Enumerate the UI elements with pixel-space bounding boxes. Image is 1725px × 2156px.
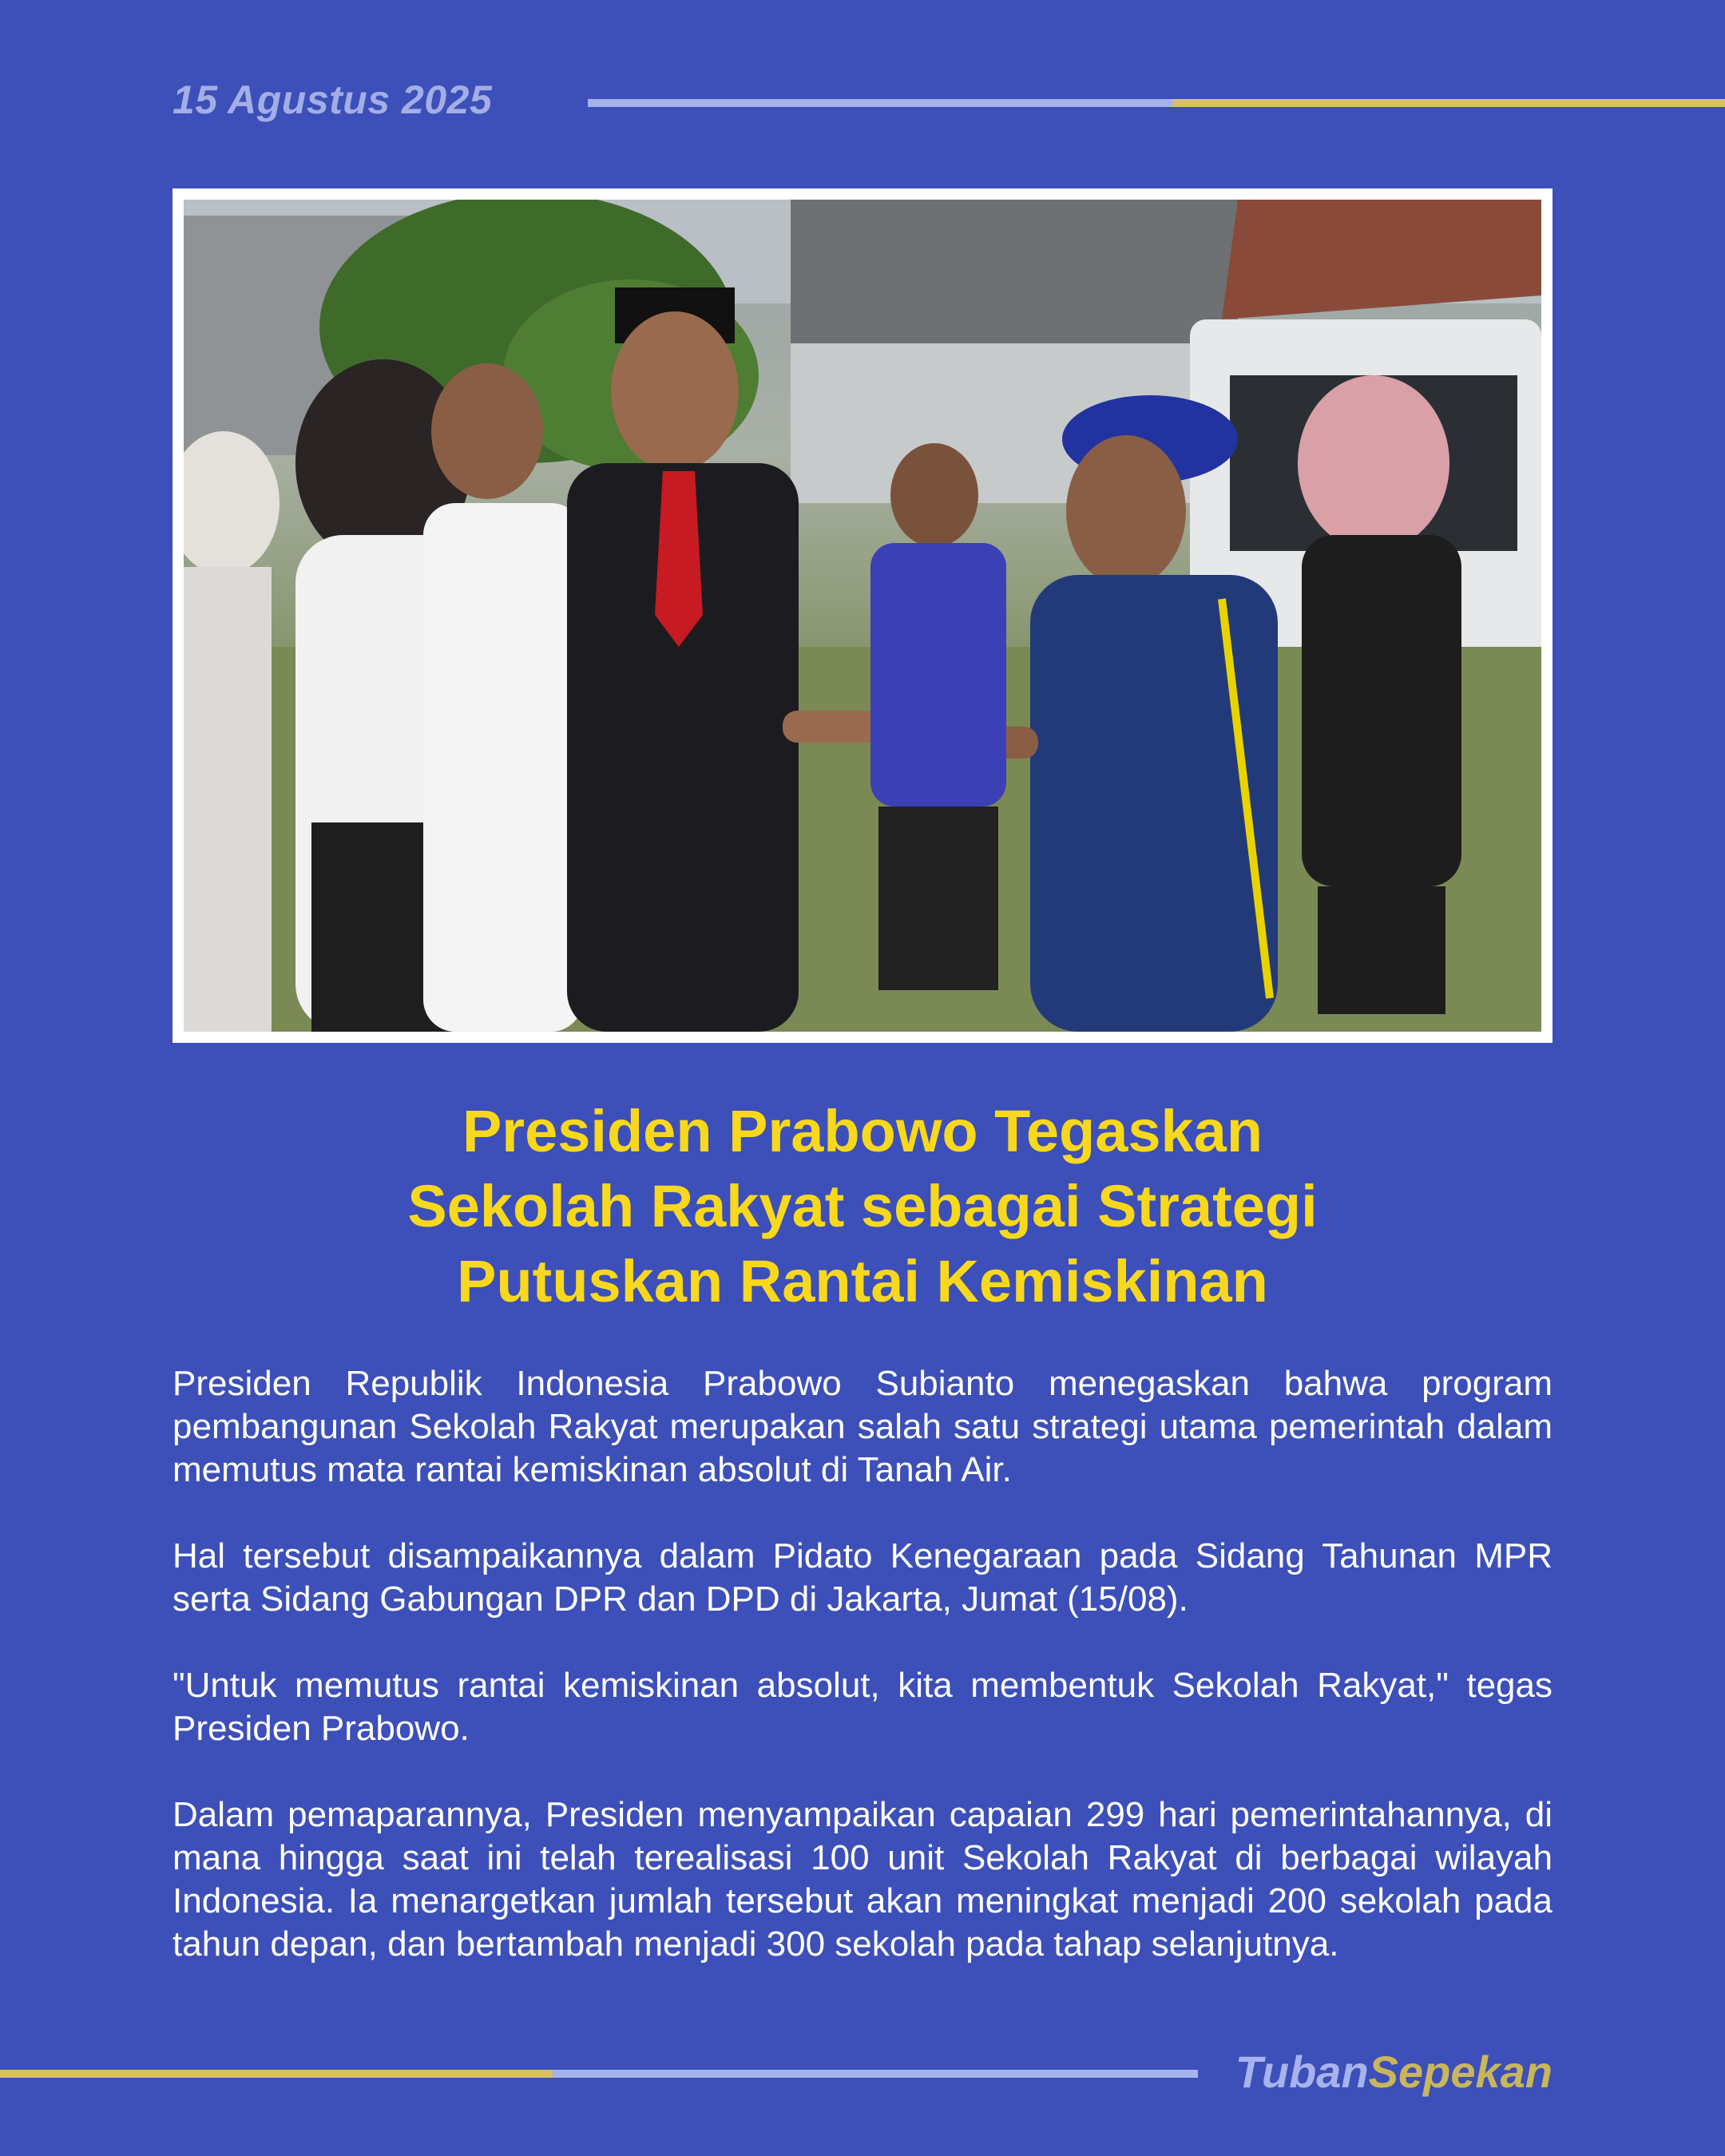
footer-divider-lavender [553, 2070, 1198, 2078]
news-photo-illustration [184, 200, 1541, 1032]
brand-logo [1235, 2046, 1552, 2098]
article-paragraph-2: Hal tersebut disampaikannya dalam Pidato Kenegaraan pada Sidang Tahunan MPR serta Sidang Gabungan DPR dan DPD di Jakarta, Jumat (15/08). [172, 1536, 1552, 1619]
article-title-line-1: Presiden Prabowo Tegaskan [462, 1098, 1263, 1164]
article-title [172, 1094, 1552, 1319]
header-divider [588, 99, 1725, 107]
article-title-line-2: Sekolah Rakyat sebagai Strategi [407, 1173, 1318, 1239]
footer-divider-gold [0, 2070, 553, 2078]
publish-date: 15 Agustus 2025 [172, 77, 493, 122]
news-photo-frame [172, 188, 1552, 1043]
article-body [172, 1362, 1552, 2009]
article-paragraph-3: "Untuk memutus rantai kemiskinan absolut, kita membentuk Sekolah Rakyat," tegas Presiden Prabowo. [172, 1666, 1552, 1748]
brand-logo-part-2: Sepekan [1368, 2047, 1552, 2097]
article-paragraph-4: Dalam pemaparannya, Presiden menyampaikan capaian 299 hari pemerintahannya, di mana hingga saat ini telah terealisasi 100 unit Sekolah Rakyat di berbagai wilayah Indonesia. Ia menargetkan jumlah tersebut akan meningkat menjadi 200 sekolah pada tahun depan, dan bertambah menjadi 300 sekolah pada tahap selanjutnya. [172, 1795, 1552, 1964]
brand-logo-part-1: Tuban [1235, 2047, 1369, 2097]
article-title-line-3: Putuskan Rantai Kemiskinan [457, 1248, 1268, 1314]
news-photo [184, 200, 1541, 1032]
article-paragraph-1: Presiden Republik Indonesia Prabowo Subianto menegaskan bahwa program pembangunan Sekolah Rakyat merupakan salah satu strategi utama pemerintah dalam memutus mata rantai kemiskinan absolut di Tanah Air. [172, 1364, 1552, 1489]
header-divider-gold [1172, 99, 1725, 107]
footer-divider [0, 2070, 1198, 2078]
header-divider-lavender [588, 99, 1172, 107]
